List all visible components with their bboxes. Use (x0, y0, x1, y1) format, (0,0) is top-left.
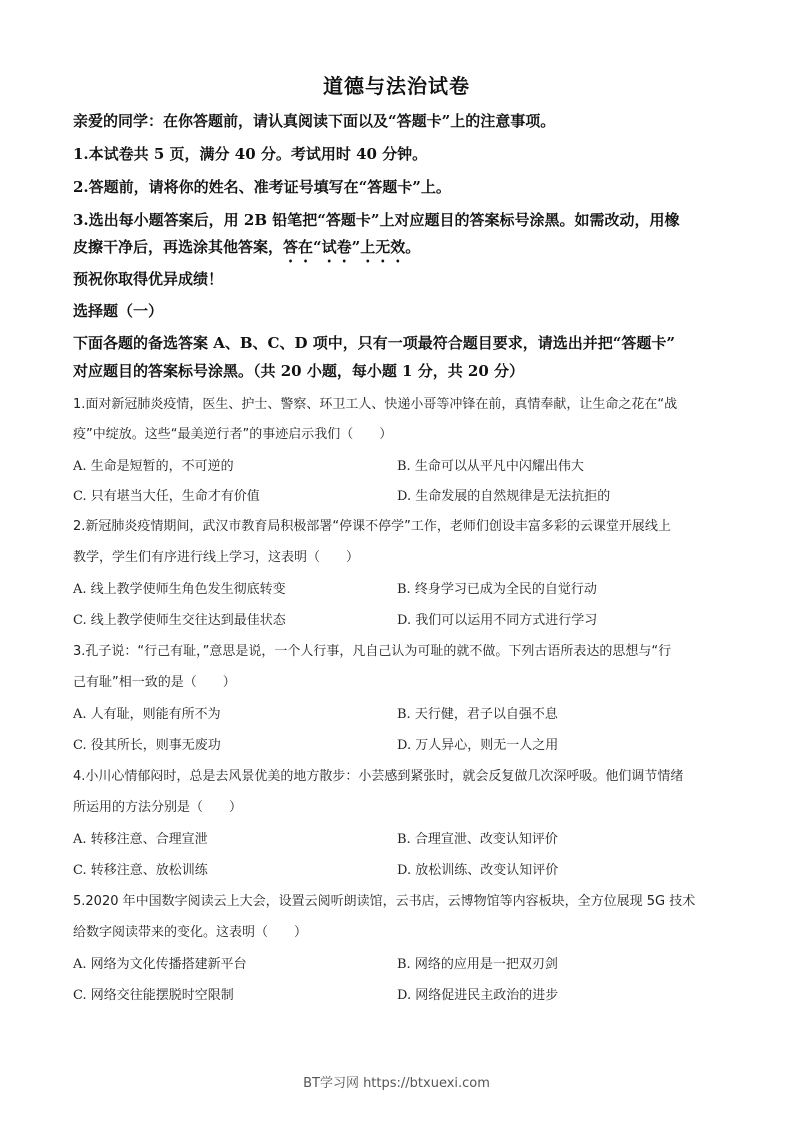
question-text-line-2: 教学，学生们有序进行线上学习，这表明（ ） (73, 550, 360, 565)
option-a: A. 生命是短暂的，不可逆的 (73, 459, 234, 474)
option-c: C. 线上教学使师生交往达到最佳状态 (73, 613, 286, 628)
question-text-line-1: 5.2020 年中国数字阅读云上大会，设置云阅听朗读馆，云书店，云博物馆等内容板块，全方位展现 5G 技术 (73, 894, 696, 909)
question-text-line-1: 3.孔子说：“行己有耻，”意思是说，一个人行事，凡自己认为可耻的就不做。下列古语所表达的思想与“行 (73, 644, 672, 659)
option-d: D. 网络促进民主政治的进步 (397, 988, 559, 1003)
option-d: D. 生命发展的自然规律是无法抗拒的 (397, 489, 611, 504)
question-text-line-1: 4.小川心情郁闷时，总是去风景优美的地方散步：小芸感到紧张时，就会反复做几次深呼吸。他们调节情绪 (73, 769, 684, 784)
option-c: C. 只有堪当大任，生命才有价值 (73, 489, 260, 504)
question-text-line-1: 1.面对新冠肺炎疫情，医生、护士、警察、环卫工人、快递小哥等冲锋在前，真情奉献，让生命之花在“战 (73, 397, 678, 412)
note-3-suffix: 。 (405, 238, 421, 256)
question-text-line-2: 己有耻”相一致的是（ ） (73, 675, 236, 690)
page-title: 道德与法治试卷 (323, 74, 470, 98)
section-instruction-line-2: 对应题目的答案标号涂黑。（共 20 小题，每小题 1 分，共 20 分） (73, 362, 525, 380)
section-heading: 选择题（一） (73, 302, 164, 320)
option-d: D. 万人异心，则无一人之用 (397, 738, 559, 753)
option-a: A. 网络为文化传播搭建新平台 (73, 957, 247, 972)
intro-greeting: 亲爱的同学：在你答题前，请认真阅读下面以及“答题卡”上的注意事项。 (73, 112, 556, 130)
option-a: A. 转移注意、合理宣泄 (73, 832, 208, 847)
note-3-emphasis: 答在“试卷”上无效 (283, 238, 406, 256)
note-3-prefix: 皮擦干净后，再选涂其他答案， (73, 238, 284, 256)
option-c: C. 网络交往能摆脱时空限制 (73, 988, 234, 1003)
question-text-line-2: 给数字阅读带来的变化。这表明（ ） (73, 925, 308, 940)
intro-note-3-line-1: 3.选出每小题答案后，用 2B 铅笔把“答题卡”上对应题目的答案标号涂黑。如需改动，用橡 (73, 211, 680, 229)
option-d: D. 放松训练、改变认知评价 (397, 863, 559, 878)
option-c: C. 转移注意、放松训练 (73, 863, 208, 878)
option-a: A. 线上教学使师生角色发生彻底转变 (73, 582, 286, 597)
intro-note-2: 2.答题前，请将你的姓名、准考证号填写在“答题卡”上。 (73, 178, 451, 196)
question-text-line-2: 疫”中绽放。这些“最美逆行者”的事迹启示我们（ ） (73, 427, 393, 442)
option-a: A. 人有耻，则能有所不为 (73, 707, 221, 722)
question-text-line-2: 所运用的方法分别是（ ） (73, 800, 243, 815)
intro-note-1: 1.本试卷共 5 页，满分 40 分。考试用时 40 分钟。 (73, 145, 428, 163)
option-b: B. 生命可以从平凡中闪耀出伟大 (397, 459, 584, 474)
question-text-line-1: 2.新冠肺炎疫情期间，武汉市教育局积极部署“停课不停学”工作，老师们创设丰富多彩的云课堂开展线上 (73, 519, 671, 534)
option-d: D. 我们可以运用不同方式进行学习 (397, 613, 598, 628)
option-b: B. 天行健，君子以自强不息 (397, 707, 558, 722)
option-b: B. 终身学习已成为全民的自觉行动 (397, 582, 597, 597)
intro-note-3-line-2 (73, 236, 733, 266)
option-b: B. 网络的应用是一把双刃剑 (397, 957, 558, 972)
option-c: C. 役其所长，则事无废功 (73, 738, 221, 753)
intro-wish: 预祝你取得优异成绩！ (73, 270, 224, 288)
section-instruction-line-1: 下面各题的备选答案 A、B、C、D 项中，只有一项最符合题目要求，请选出并把“答题卡” (73, 334, 675, 352)
option-b: B. 合理宣泄、改变认知评价 (397, 832, 558, 847)
footer-watermark: BT学习网 https://btxuexi.com (303, 1076, 490, 1091)
